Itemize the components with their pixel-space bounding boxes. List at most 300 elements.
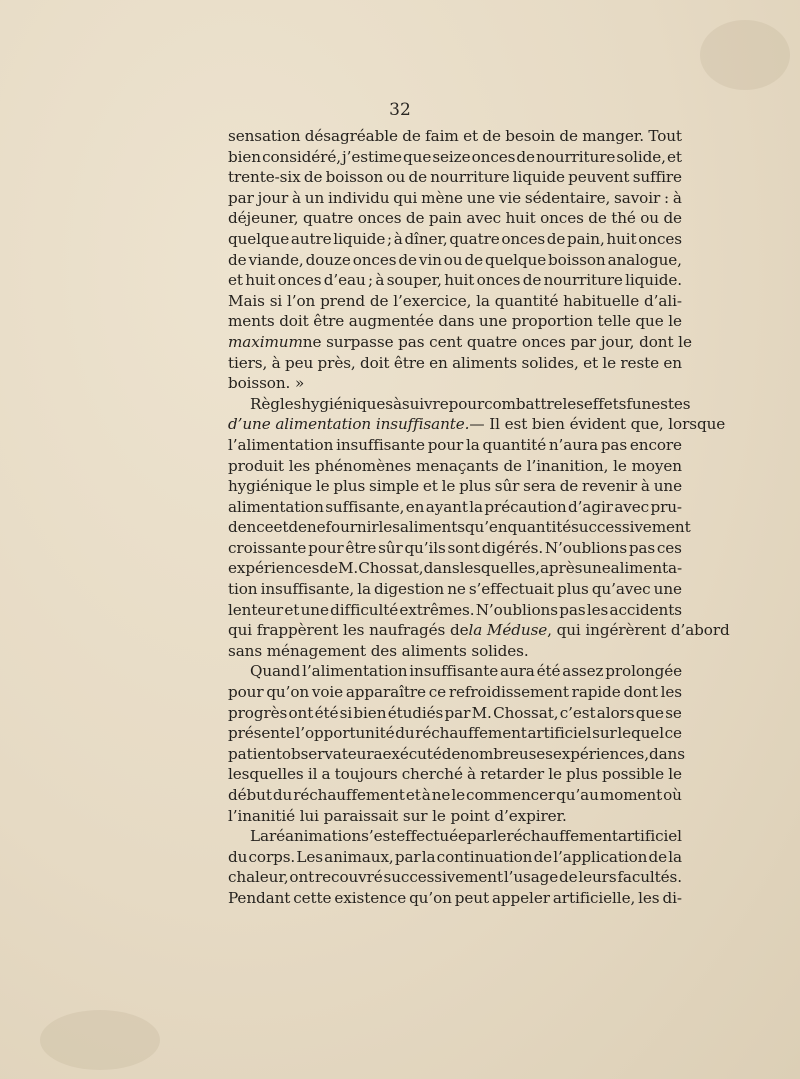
word: artificiel <box>527 724 592 743</box>
word: avec <box>614 497 650 516</box>
word: revenir <box>582 477 638 496</box>
word: en <box>663 353 682 372</box>
word: à <box>421 786 431 804</box>
word: M. <box>471 703 492 722</box>
text-line <box>228 517 691 538</box>
word: croissante <box>228 538 307 557</box>
word: de <box>441 744 461 763</box>
word: onces <box>357 209 402 228</box>
text-line <box>228 826 682 847</box>
word: tion <box>228 580 258 599</box>
section-heading-line: d’une alimentation insuffisante. — Il est bien évident que, lorsque <box>228 415 726 434</box>
word: ou <box>386 168 406 187</box>
word: d’eau <box>323 271 366 290</box>
word: étudiés <box>387 703 444 722</box>
word: digérés. <box>481 538 544 557</box>
word: la <box>465 435 480 454</box>
word: lenteur <box>228 600 284 619</box>
word: été <box>314 703 339 722</box>
word: pru- <box>650 497 682 516</box>
word: aliments <box>452 353 518 372</box>
text-line <box>228 270 682 291</box>
word: réanimation <box>268 827 362 846</box>
word: l’application <box>553 847 648 866</box>
word: l’exercice, <box>393 291 472 310</box>
word: pour <box>308 538 344 557</box>
word: expériences, <box>552 744 649 763</box>
word: Règles <box>250 394 302 413</box>
word: douze <box>305 250 351 269</box>
word: ont <box>289 868 315 887</box>
text-line <box>228 538 682 559</box>
word: les <box>586 600 609 619</box>
word: suivre <box>401 394 449 413</box>
page-number: 32 <box>389 100 411 120</box>
word: nourriture <box>536 147 616 166</box>
word: sur <box>592 724 617 743</box>
word: de <box>482 127 501 145</box>
word: le <box>668 312 682 331</box>
word: corps. <box>248 847 296 866</box>
word: plus <box>459 477 491 496</box>
word: qu’au <box>556 786 599 804</box>
word: successivement <box>571 518 691 537</box>
word: si <box>269 291 283 310</box>
word: fournir <box>325 518 379 537</box>
word: quantité <box>507 518 572 537</box>
word: ou <box>443 250 463 269</box>
text-line <box>228 600 682 621</box>
body-text <box>228 126 730 909</box>
word: quelque <box>484 250 547 269</box>
word: hygiéniques <box>301 394 393 413</box>
word: commencer <box>466 786 556 804</box>
word: alimenta- <box>610 559 682 578</box>
word: combattre <box>484 394 563 413</box>
word: onces <box>352 250 397 269</box>
word: à <box>291 188 301 207</box>
word: de <box>228 250 247 269</box>
word: la <box>469 497 483 516</box>
word: Pendant <box>228 888 291 907</box>
word: mène <box>421 188 463 207</box>
word: de <box>405 209 425 228</box>
word: a <box>373 744 383 763</box>
word: insuffisante <box>336 435 425 454</box>
word: se <box>665 703 682 722</box>
word: simple <box>369 477 420 496</box>
word: début <box>228 786 272 804</box>
word: sera <box>523 477 556 496</box>
text-line <box>228 764 682 785</box>
text-line <box>228 785 682 806</box>
word: précaution <box>484 497 567 516</box>
word: exécuté <box>382 744 442 763</box>
word: sensation <box>228 127 301 145</box>
word: en <box>405 497 425 516</box>
word: que <box>635 703 664 722</box>
word: liquide <box>512 168 565 187</box>
word: s’effectuait <box>468 580 554 599</box>
word: alors <box>596 703 635 722</box>
word: proportion <box>511 312 593 331</box>
word: de <box>319 559 338 578</box>
word: huit <box>245 271 276 290</box>
word: ne <box>306 518 326 537</box>
word: déjeuner, <box>228 209 299 228</box>
word: de <box>408 168 428 187</box>
word: plus <box>556 580 589 599</box>
word: qu’en <box>464 518 508 537</box>
word: à <box>467 765 476 784</box>
word: analogue, <box>607 250 682 269</box>
text-line <box>228 353 682 374</box>
word: jour <box>257 188 289 207</box>
word: réchauffement <box>293 786 405 804</box>
word: onces <box>540 209 584 228</box>
text-line <box>228 456 682 477</box>
word: Tout <box>648 127 682 145</box>
word: désagréable <box>304 127 398 145</box>
word: leurs <box>578 868 617 887</box>
paper-stain <box>40 1010 160 1070</box>
word: suffire <box>632 168 682 187</box>
word: M. <box>337 559 359 578</box>
word: bien <box>228 147 261 166</box>
word: sont <box>447 538 480 557</box>
word: moment <box>599 786 663 804</box>
word: l’alimentation <box>228 435 334 454</box>
text-line <box>228 867 682 888</box>
word: de <box>558 868 578 887</box>
word: liquide. <box>625 271 682 290</box>
word: prend <box>320 291 366 310</box>
word: quelque <box>228 229 290 248</box>
word: j’estime <box>342 147 402 166</box>
word: l’on <box>287 291 316 310</box>
word: que <box>403 147 432 166</box>
word: la <box>476 291 490 310</box>
word: onces <box>277 271 322 290</box>
word: ces <box>656 538 682 557</box>
word: peuvent <box>568 168 630 187</box>
word: onces <box>471 147 516 166</box>
word: pas <box>559 600 586 619</box>
word: à <box>672 188 682 207</box>
word: lesquelles, <box>459 559 540 578</box>
word: boisson <box>548 250 606 269</box>
word: onces <box>638 229 682 248</box>
word: de <box>533 847 553 866</box>
word: de <box>369 291 389 310</box>
word: et <box>273 518 289 537</box>
word: le <box>602 353 617 372</box>
word: qu’ils <box>404 538 446 557</box>
word: prolongée <box>605 662 682 681</box>
word: doit <box>279 312 309 331</box>
word: effets <box>583 394 627 413</box>
word: être <box>393 353 425 372</box>
word: onces <box>501 229 546 248</box>
word: huit <box>444 271 475 290</box>
word: et <box>422 477 438 496</box>
word: manger. <box>582 127 644 145</box>
text-line <box>228 497 682 518</box>
word: alimentation <box>228 497 324 516</box>
word: été <box>536 662 561 681</box>
word: d’agir <box>568 497 613 516</box>
word: boisson <box>325 168 384 187</box>
word: funestes <box>626 394 691 413</box>
word: artificielle, <box>552 888 636 907</box>
word: l’inanition, <box>526 456 609 475</box>
word: existence <box>334 888 407 907</box>
word: être <box>345 538 377 557</box>
word: un <box>304 188 325 207</box>
text-line <box>228 661 682 682</box>
word: ce <box>664 724 682 743</box>
word: liquide <box>333 229 386 248</box>
word: lequel <box>617 724 664 743</box>
word: seize <box>432 147 471 166</box>
word: aliments <box>399 518 465 537</box>
word: insuffisante <box>409 662 499 681</box>
text-line <box>228 558 682 579</box>
word: ments <box>228 312 275 331</box>
word: accidents <box>609 600 682 619</box>
word: et <box>583 353 598 372</box>
word: qu’on <box>266 683 310 702</box>
word: sûr <box>494 477 520 496</box>
word: pas <box>600 435 628 454</box>
word: et <box>284 600 300 619</box>
word: effectuée <box>396 827 467 846</box>
word: l’usage <box>503 868 559 887</box>
word: s’est <box>361 827 397 846</box>
word: l’alimentation <box>302 662 408 681</box>
word: pas <box>628 538 656 557</box>
word: vie <box>498 188 522 207</box>
word: présente <box>228 724 295 743</box>
word: habituelle <box>563 291 640 310</box>
word: augmentée <box>348 312 434 331</box>
word: progrès <box>228 703 288 722</box>
word: de <box>648 847 668 866</box>
word: aura <box>500 662 535 681</box>
word: le <box>492 827 507 846</box>
word: Chossat, <box>493 703 559 722</box>
word: tiers, <box>228 353 268 372</box>
word: n’aura <box>548 435 599 454</box>
word: assez <box>562 662 604 681</box>
text-line <box>228 311 682 332</box>
word: ne <box>431 786 451 804</box>
word: Quand <box>250 662 301 681</box>
word: de <box>464 250 483 269</box>
text-line <box>228 744 685 765</box>
word: Mais <box>228 291 265 310</box>
word: suffisante, <box>325 497 405 516</box>
word: le <box>668 765 682 784</box>
word: dont <box>623 683 658 702</box>
word: continuation <box>436 847 533 866</box>
word: une <box>300 600 329 619</box>
word: par <box>394 847 421 866</box>
word: expériences <box>228 559 320 578</box>
word: solides, <box>521 353 579 372</box>
word: à <box>392 394 402 413</box>
word: pour <box>228 683 264 702</box>
word: toujours <box>334 765 398 784</box>
word: qu’avec <box>591 580 651 599</box>
word: en <box>429 353 448 372</box>
word: par <box>466 827 493 846</box>
word: ayant <box>425 497 468 516</box>
word: doit <box>360 353 390 372</box>
word: dans <box>438 312 475 331</box>
word: plus <box>566 765 598 784</box>
word: N’oublions <box>544 538 628 557</box>
word: telle <box>597 312 631 331</box>
word: reste <box>620 353 660 372</box>
word: et <box>463 127 478 145</box>
text-line <box>228 208 682 229</box>
section-heading-line <box>228 394 691 415</box>
word: de <box>559 127 578 145</box>
word: une <box>582 559 611 578</box>
word: hygiénique <box>228 477 313 496</box>
word: menaçants <box>416 456 499 475</box>
word: de <box>546 229 566 248</box>
word: peu <box>284 353 314 372</box>
text-line: qui frappèrent les naufragés de la Méduse , qui ingérèrent d’abord <box>228 621 730 640</box>
word: à <box>640 477 650 496</box>
text-line <box>228 476 682 497</box>
word: avec <box>466 209 502 228</box>
word: solide, <box>616 147 666 166</box>
word: chaleur, <box>228 868 289 887</box>
word: réchauffement <box>506 827 618 846</box>
text-line: maximum ne surpasse pas cent quatre onces par jour, dont le <box>228 332 692 351</box>
word: sûr <box>378 538 403 557</box>
word: une <box>466 188 496 207</box>
word: dîner, <box>404 229 448 248</box>
word: a <box>321 765 331 784</box>
word: c’est <box>559 703 596 722</box>
word: pain, <box>566 229 605 248</box>
word: souper, <box>386 271 442 290</box>
word: nourriture <box>430 168 510 187</box>
word: la <box>668 847 682 866</box>
word: retarder <box>480 765 545 784</box>
word: par <box>228 188 254 207</box>
text-line <box>228 167 682 188</box>
word: dans <box>648 744 685 763</box>
word: huit <box>505 209 536 228</box>
text-line: boisson. » <box>228 374 305 393</box>
word: à <box>271 353 281 372</box>
word: réchauffement <box>415 724 527 743</box>
word: le <box>548 765 562 784</box>
word: les <box>638 888 660 907</box>
word: sédentaire, <box>524 188 611 207</box>
word: par <box>444 703 471 722</box>
word: le <box>441 477 456 496</box>
word: de <box>588 209 607 228</box>
word: La <box>250 827 269 846</box>
word: dans <box>423 559 460 578</box>
word: Les <box>296 847 323 866</box>
word: di- <box>662 888 682 907</box>
word: il <box>307 765 318 784</box>
word: facultés. <box>617 868 682 887</box>
word: ou <box>640 209 659 228</box>
word: thé <box>611 209 636 228</box>
word: la <box>421 847 436 866</box>
word: quatre <box>302 209 354 228</box>
word: artificiel <box>617 827 682 846</box>
word: du <box>228 847 248 866</box>
word: vin <box>418 250 442 269</box>
word: voie <box>311 683 344 702</box>
word: pour <box>448 394 485 413</box>
word: la <box>357 580 371 599</box>
word: le <box>315 477 330 496</box>
text-line: l’inanitié lui paraissait sur le point d’expirer. <box>228 806 567 825</box>
text-line <box>228 188 682 209</box>
word: du <box>395 724 415 743</box>
word: Chossat, <box>358 559 424 578</box>
text-line <box>228 126 682 147</box>
text-line: sans ménagement des aliments solides. <box>228 641 529 660</box>
word: huit <box>606 229 637 248</box>
word: successivement <box>383 868 503 887</box>
word: une <box>478 312 508 331</box>
word: de <box>303 168 323 187</box>
word: faim <box>425 127 459 145</box>
word: l’opportunité <box>295 724 395 743</box>
word: de <box>663 209 682 228</box>
word: être <box>313 312 345 331</box>
word: du <box>272 786 293 804</box>
word: recouvré <box>314 868 383 887</box>
word: le <box>613 456 627 475</box>
word: cette <box>293 888 332 907</box>
text-line <box>228 435 682 456</box>
text-line <box>228 682 682 703</box>
word: ce <box>428 683 447 702</box>
word: phénomènes <box>314 456 412 475</box>
word: N’oublions <box>475 600 558 619</box>
word: onces <box>476 271 521 290</box>
word: de <box>288 518 307 537</box>
word: besoin <box>505 127 555 145</box>
word: refroidissement <box>448 683 569 702</box>
word: possible <box>601 765 665 784</box>
text-line <box>228 703 682 724</box>
word: que <box>635 312 664 331</box>
word: qui <box>393 188 418 207</box>
text-line <box>228 579 682 600</box>
word: les <box>562 394 584 413</box>
word: où <box>663 786 682 804</box>
word: digestion <box>374 580 445 599</box>
paper-stain <box>700 20 790 90</box>
word: qu’on <box>409 888 452 907</box>
word: moyen <box>631 456 682 475</box>
word: trente-six <box>228 168 301 187</box>
word: cherché <box>401 765 463 784</box>
